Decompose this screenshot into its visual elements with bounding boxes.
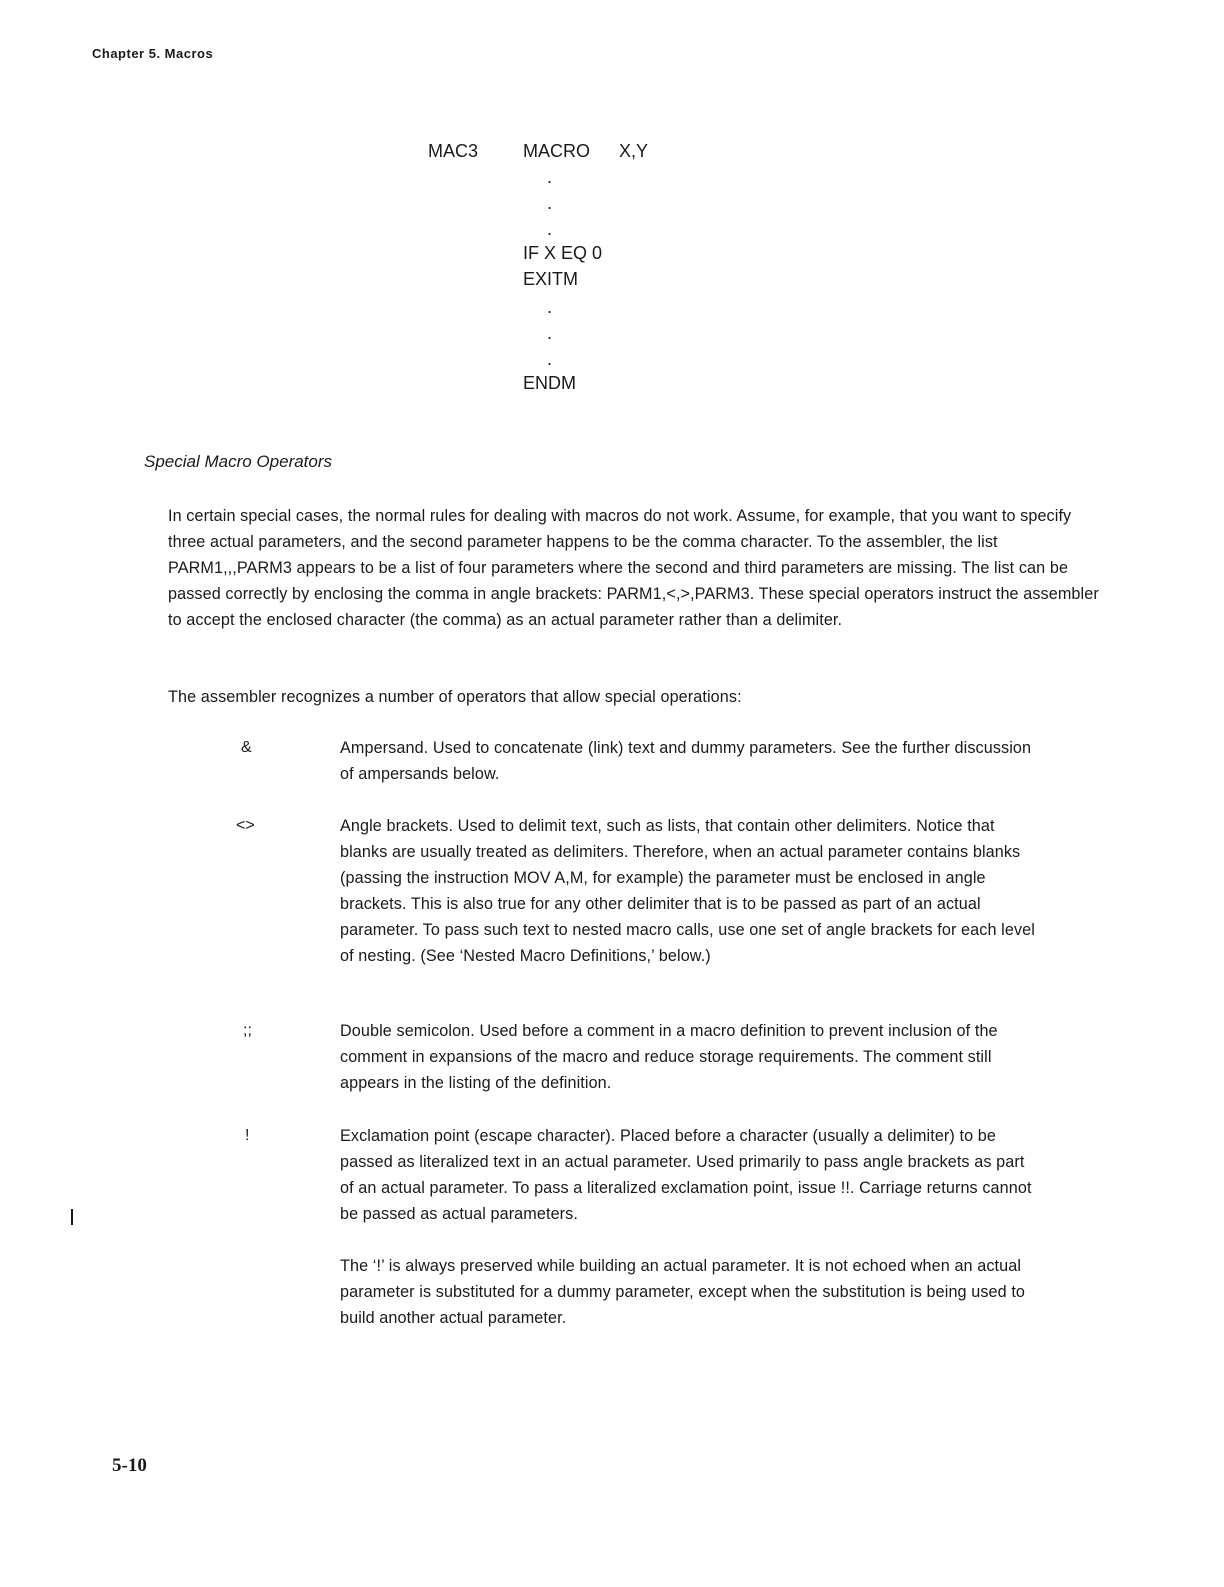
code-opcode: MACRO [523, 141, 590, 161]
ellipsis-dot: . [547, 323, 553, 343]
operator-symbol: ;; [243, 1022, 252, 1039]
ellipsis-dot: . [547, 349, 553, 369]
ellipsis-dot: . [547, 219, 553, 239]
ellipsis-dot: . [547, 167, 553, 187]
exclamation-note: The ‘!’ is always preserved while building an actual parameter. It is not echoed when an actual parameter is substituted for a dummy parameter, except when the substitution is being used to build another actual parameter. [340, 1257, 1026, 1327]
code-if-line: IF X EQ 0 [523, 243, 603, 263]
operator-symbol: & [241, 739, 252, 756]
chapter-header: Chapter 5. Macros [92, 46, 214, 61]
revision-change-bar [71, 1209, 73, 1225]
ellipsis-dot: . [547, 193, 553, 213]
operator-symbol: <> [236, 817, 255, 834]
intro-paragraph: In certain special cases, the normal rules for dealing with macros do not work. Assume, for example, that you want to specify three actual parameters, and the second parameter happens to be the comma character. To the assembler, the list PARM1,,,PARM3 appears to be a list of four parameters where the second and third parameters are missing. The list can be passed correctly by enclosing the comma in angle brackets: PARM1,<,>,PARM3. These special operators instruct the assembler to accept the enclosed character (the comma) as an actual parameter rather than a delimiter. [168, 507, 1099, 629]
page-number: 5-10 [112, 1455, 147, 1476]
operator-symbol: ! [245, 1127, 250, 1144]
operator-description: Angle brackets. Used to delimit text, such as lists, that contain other delimiters. Notice that blanks are usually treated as delimiters. Therefore, when an actual parameter contains blanks (passing the instruction MOV A,M, for example) the parameter must be enclosed in angle brackets. This is also true for any other delimiter that is to be passed as part of an actual parameter. To pass such text to nested macro calls, use one set of angle brackets for each level of nesting. (See ‘Nested Macro Definitions,’ below.) [340, 817, 1035, 965]
operator-description: Exclamation point (escape character). Placed before a character (usually a delimiter) to be passed as literalized text in an actual parameter. Used primarily to pass angle brackets as part of an actual parameter. To pass a literalized exclamation point, issue !!. Carriage returns cannot be passed as actual parameters. [340, 1127, 1032, 1223]
code-label: MAC3 [428, 141, 479, 161]
ellipsis-dot: . [547, 297, 553, 317]
recognizes-paragraph: The assembler recognizes a number of operators that allow special operations: [168, 688, 742, 706]
operator-description: Double semicolon. Used before a comment in a macro definition to prevent inclusion of the comment in expansions of the macro and reduce storage requirements. The comment still appears in the listing of the definition. [340, 1022, 998, 1092]
code-exitm-line: EXITM [523, 269, 579, 289]
section-title: Special Macro Operators [144, 452, 333, 471]
code-operands: X,Y [619, 141, 649, 161]
operator-description: Ampersand. Used to concatenate (link) text and dummy parameters. See the further discussion of ampersands below. [340, 739, 1032, 783]
code-endm-line: ENDM [523, 373, 576, 393]
